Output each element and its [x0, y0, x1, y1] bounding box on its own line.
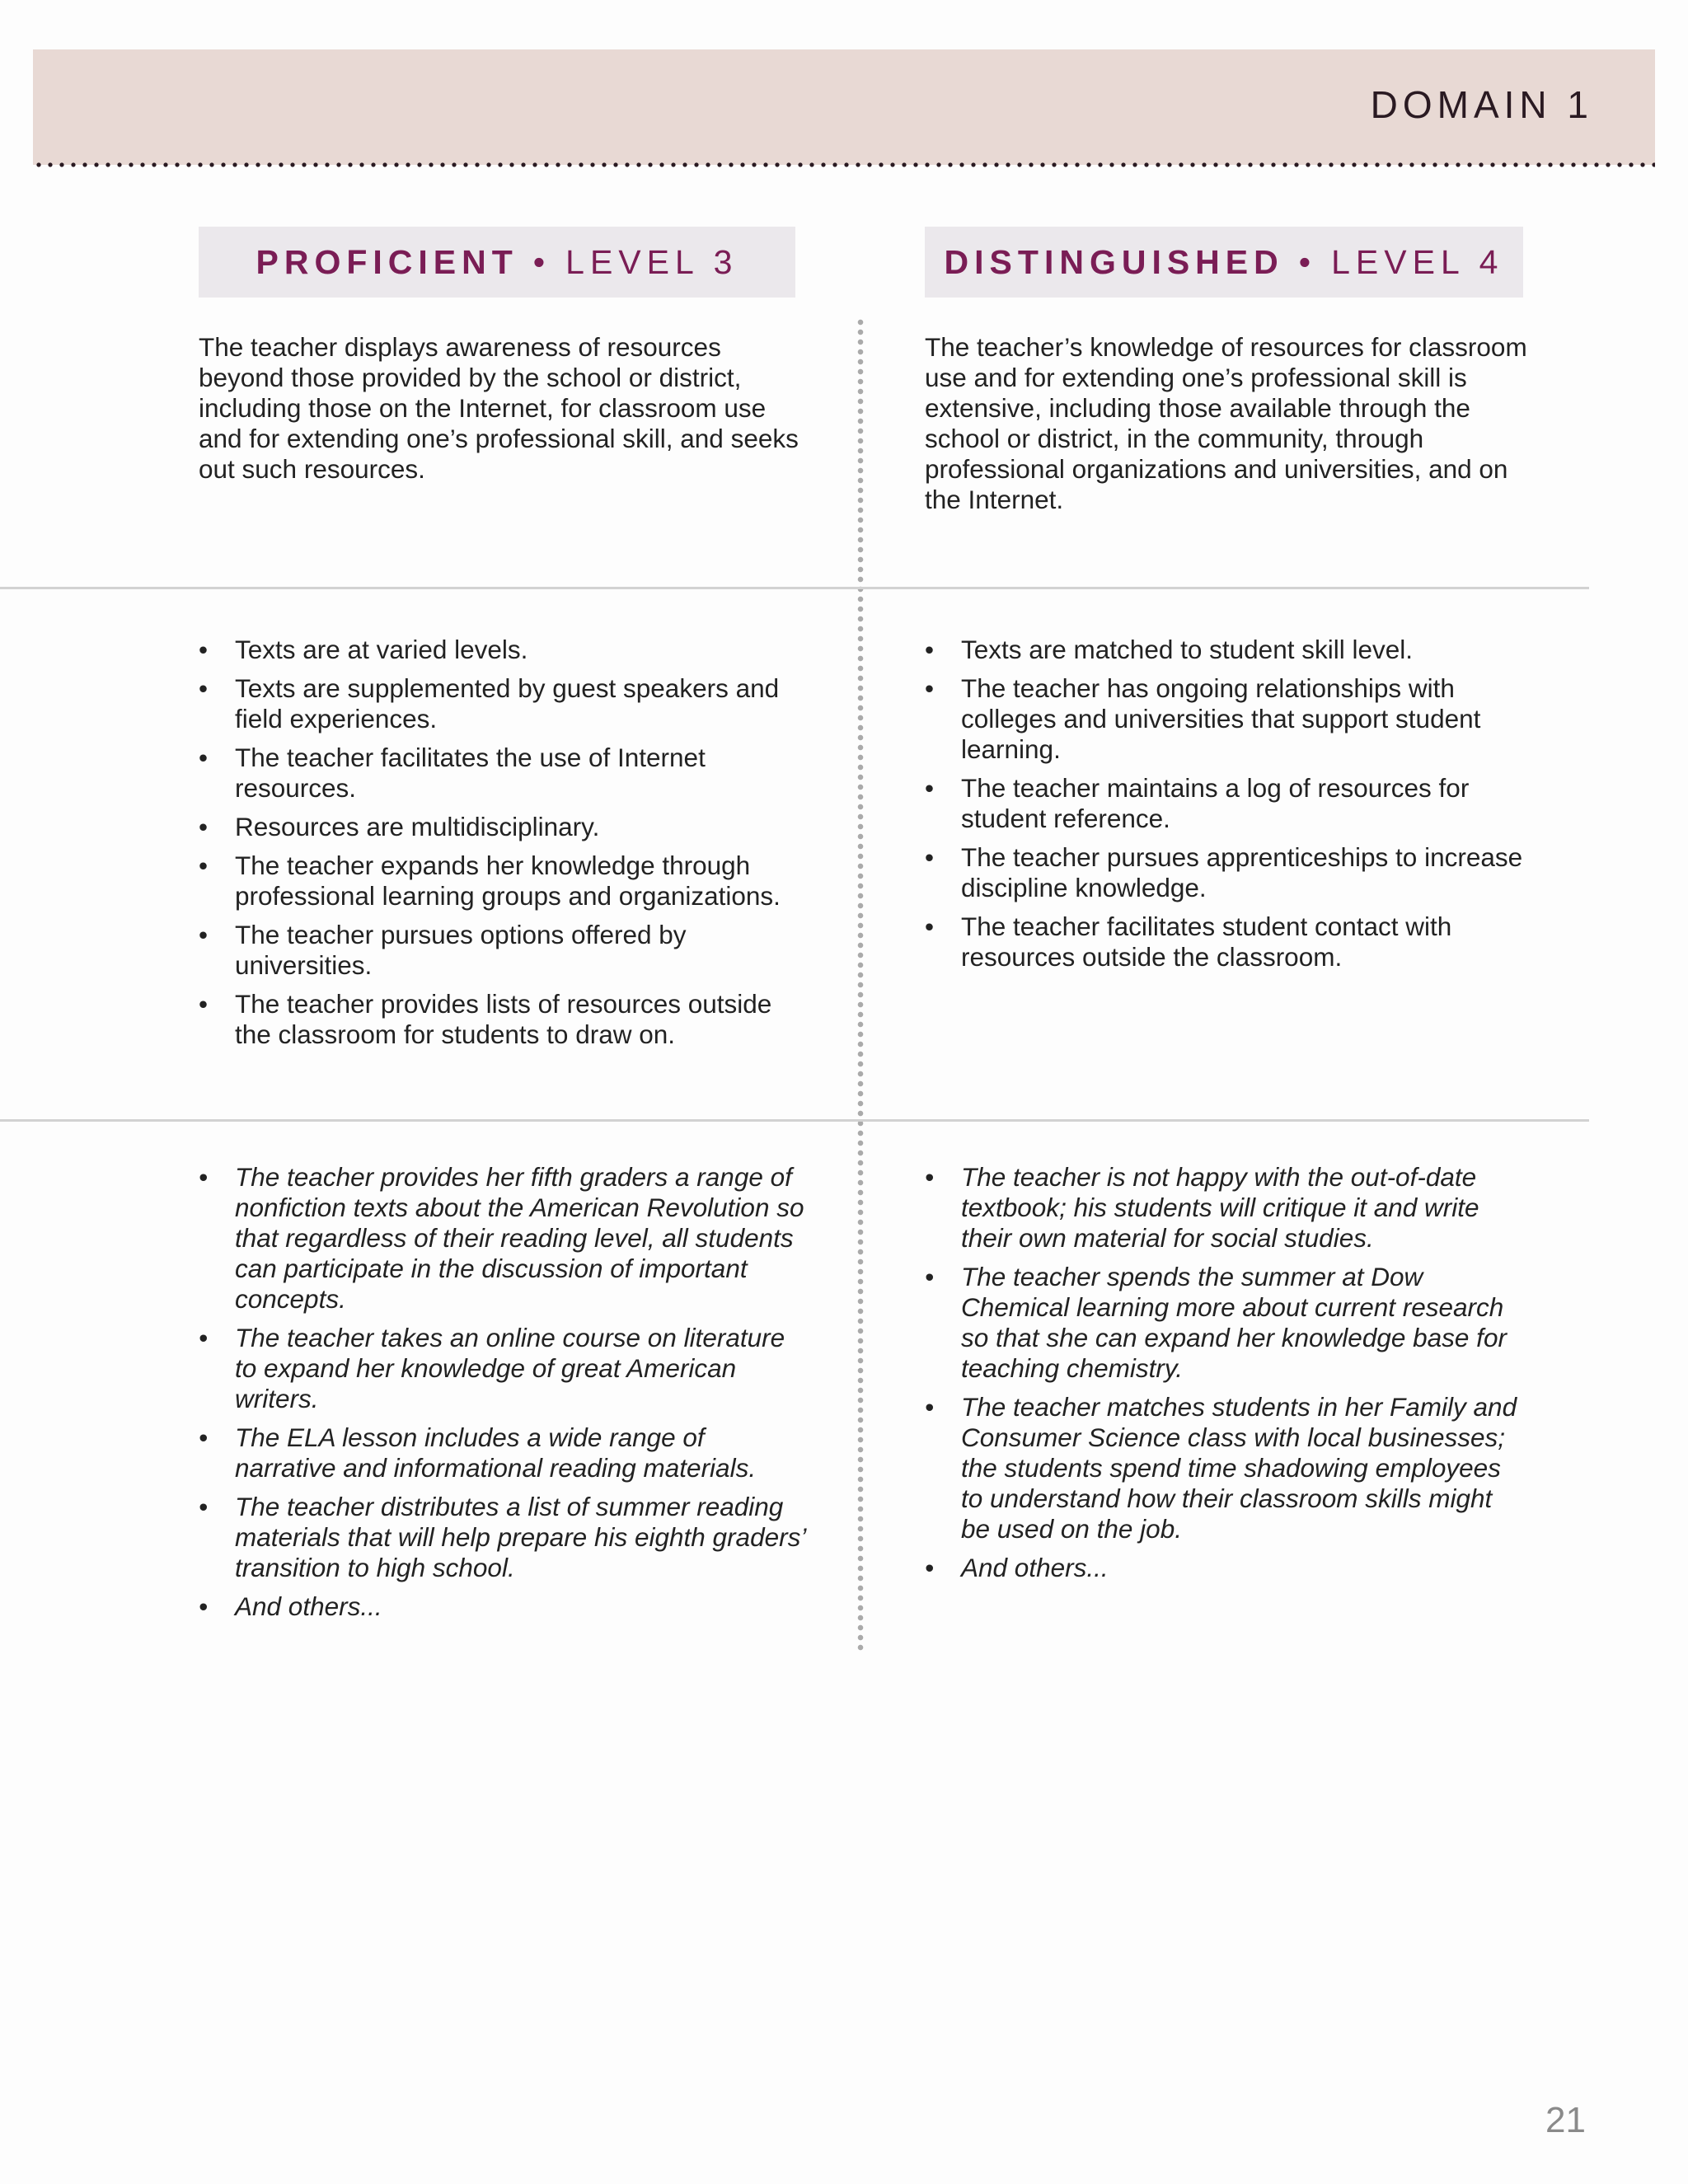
list-item: [925, 673, 1526, 765]
list-item: [199, 989, 809, 1050]
bullet-icon: •: [199, 920, 209, 949]
bullet-icon: •: [925, 1392, 935, 1422]
bullet-icon: •: [199, 851, 209, 880]
list-item-text: Texts are supplemented by guest speakers and field experiences.: [235, 673, 780, 733]
list-item: [199, 1162, 809, 1315]
distinguished-description: The teacher’s knowledge of resources for classroom use and for extending one’s professional skill is extensive, including those available through the school or district, in the community, through professional organizations and universities, and on the Internet.: [925, 332, 1527, 514]
list-item-text: The teacher facilitates the use of Internet resources.: [235, 743, 706, 803]
bullet-icon: •: [199, 743, 209, 772]
distinguished-examples-list: [925, 1162, 1526, 1591]
row-divider: [0, 1119, 1589, 1122]
list-item: [199, 673, 809, 734]
title-separator: •: [532, 242, 551, 281]
list-item-text: The ELA lesson includes a wide range of narrative and informational reading materials.: [235, 1422, 757, 1483]
list-item-text: The teacher expands her knowledge through professional learning groups and organizations.: [235, 851, 781, 911]
bullet-icon: •: [199, 1323, 209, 1352]
bullet-icon: •: [925, 842, 935, 872]
list-item: [925, 912, 1526, 972]
list-item: [199, 1492, 809, 1583]
list-item-text: The teacher pursues options offered by universities.: [235, 920, 687, 980]
list-item-text: The teacher matches students in her Family and Consumer Science class with local businesses; the students spend time shadowing employees to understand how their classroom skills might be used on the job.: [961, 1392, 1517, 1544]
bullet-icon: •: [925, 912, 935, 941]
bullet-icon: •: [199, 635, 209, 664]
list-item-text: The teacher provides lists of resources outside the classroom for students to draw on.: [235, 989, 772, 1049]
bullet-icon: •: [199, 812, 209, 841]
list-item: [925, 773, 1526, 834]
list-item: [199, 1591, 809, 1622]
bullet-icon: •: [199, 1492, 209, 1521]
list-item-text: And others...: [961, 1553, 1109, 1582]
bullet-icon: •: [925, 1262, 935, 1291]
list-item: [925, 1553, 1526, 1583]
list-item: [199, 1422, 809, 1483]
bullet-icon: •: [199, 1422, 209, 1452]
list-item: [199, 920, 809, 981]
list-item-text: Texts are at varied levels.: [235, 635, 528, 664]
list-item: [199, 851, 809, 912]
proficient-level: LEVEL 3: [565, 242, 738, 281]
list-item-text: The teacher provides her fifth graders a range of nonfiction texts about the American Revolution so that regardless of their reading level, all students can participate in the discussion of important concepts.: [235, 1162, 804, 1314]
bullet-icon: •: [925, 1553, 935, 1582]
list-item-text: The teacher distributes a list of summer reading materials that will help prepare his eighth graders’ transition to high school.: [235, 1492, 805, 1582]
list-item-text: The teacher has ongoing relationships with colleges and universities that support student learning.: [961, 673, 1481, 764]
bullet-icon: •: [925, 673, 935, 703]
list-item-text: Texts are matched to student skill level.: [961, 635, 1414, 664]
list-item-text: The teacher pursues apprenticeships to increase discipline knowledge.: [961, 842, 1523, 902]
distinguished-attributes-list: [925, 635, 1526, 981]
bullet-icon: •: [199, 673, 209, 703]
distinguished-title: DISTINGUISHED: [944, 242, 1284, 281]
list-item: [925, 635, 1526, 665]
title-separator: •: [1298, 242, 1317, 281]
bullet-icon: •: [925, 773, 935, 803]
bullet-icon: •: [199, 1162, 209, 1192]
list-item-text: The teacher takes an online course on literature to expand her knowledge of great American writers.: [235, 1323, 785, 1413]
proficient-attributes-list: [199, 635, 809, 1058]
proficient-level-header: [199, 227, 795, 298]
column-divider: [857, 317, 864, 1651]
proficient-description: The teacher displays awareness of resources beyond those provided by the school or district, including those on the Internet, for classroom use and for extending one’s professional skill, and seeks out such resources.: [199, 332, 799, 484]
list-item: [925, 1162, 1526, 1254]
list-item-text: The teacher spends the summer at Dow Chemical learning more about current research so that she can expand her knowledge base for teaching chemistry.: [961, 1262, 1507, 1383]
list-item: [925, 842, 1526, 903]
row-divider: [0, 587, 1589, 589]
list-item-text: The teacher is not happy with the out-of-date textbook; his students will critique it and write their own material for social studies.: [961, 1162, 1479, 1253]
distinguished-level: LEVEL 4: [1331, 242, 1504, 281]
list-item-text: The teacher facilitates student contact with resources outside the classroom.: [961, 912, 1452, 972]
list-item: [925, 1262, 1526, 1384]
list-item: [199, 743, 809, 804]
list-item-text: And others...: [235, 1591, 382, 1621]
list-item-text: The teacher maintains a log of resources for student reference.: [961, 773, 1470, 833]
list-item: [925, 1392, 1526, 1544]
list-item: [199, 812, 809, 842]
distinguished-level-header: [925, 227, 1523, 298]
bullet-icon: •: [199, 989, 209, 1019]
bullet-icon: •: [199, 1591, 209, 1621]
list-item: [199, 1323, 809, 1414]
domain-label: DOMAIN 1: [1370, 83, 1593, 126]
list-item: [199, 635, 809, 665]
proficient-title: PROFICIENT: [256, 242, 518, 281]
proficient-examples-list: [199, 1162, 809, 1630]
bullet-icon: •: [925, 635, 935, 664]
header-dotted-rule: [33, 162, 1655, 168]
page-number: 21: [1545, 2100, 1586, 2140]
list-item-text: Resources are multidisciplinary.: [235, 812, 600, 841]
bullet-icon: •: [925, 1162, 935, 1192]
